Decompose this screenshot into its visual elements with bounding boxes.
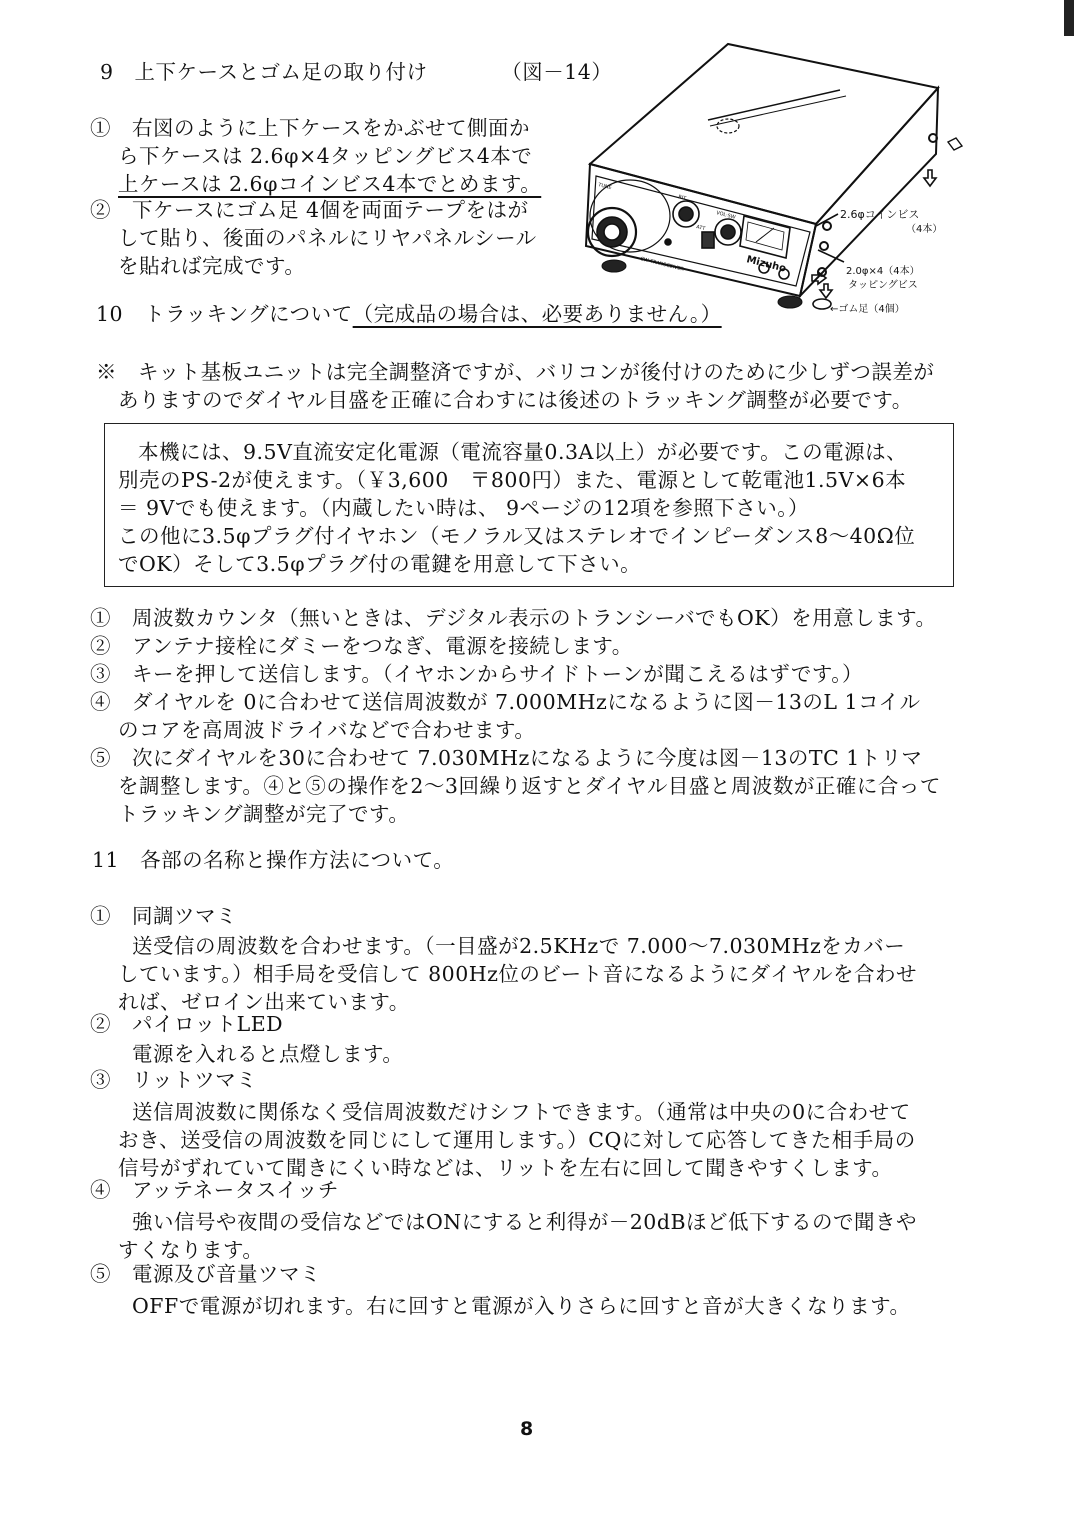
sec10-step4-line2: のコアを高周波ドライバなどで合わせます。: [118, 718, 536, 742]
item3-line2: おき、送受信の周波数を同じにして運用します。）CQに対して応答してきた相手局の: [118, 1128, 916, 1152]
sec10-note-line1: ※ キット基板ユニットは完全調整済ですが、バリコンが後付けのために少しずつ誤差が: [96, 360, 935, 384]
box-line4: この他に3.5φプラグ付イヤホン（モノラル又はステレオでインピーダンス8～40Ω位: [118, 524, 916, 548]
item4-line1: 強い信号や夜間の受信などではONにすると利得が－20dBほど低下するので聞きや: [132, 1210, 918, 1234]
item4-title: ④ アッテネータスイッチ: [90, 1178, 339, 1202]
sec10-step5-line1: ⑤ 次にダイヤルを30に合わせて 7.030MHzになるように今度は図－13のTC 1トリマ: [90, 746, 923, 770]
box-line2: 別売のPS-2が使えます。（￥3,600 〒800円）また、電源として乾電池1.5V×6本: [118, 468, 907, 492]
rubber-foot-front-right: [778, 296, 802, 308]
label-tap-screw: 2.0φ×4（4本）: [846, 266, 920, 277]
label-coin-count: （4本）: [906, 224, 943, 235]
sec9-step2-line2: して貼り、後面のパネルにリヤパネルシール: [118, 226, 537, 250]
transceiver-case-figure: [578, 36, 973, 326]
sec9-step1-line1: ① 右図のように上下ケースをかぶせて側面か: [90, 116, 530, 140]
panel-att-label: ATT: [695, 224, 706, 233]
section-9-heading: 9 上下ケースとゴム足の取り付け （図－14）: [100, 60, 613, 84]
item3-line1: 送信周波数に関係なく受信周波数だけシフトできます。（通常は中央の0に合わせて: [132, 1100, 911, 1124]
page-number: 8: [520, 1418, 534, 1440]
sec10-step2: ② アンテナ接栓にダミーをつなぎ、電源を接続します。: [90, 634, 633, 658]
sec10-step5-line2: を調整します。④と⑤の操作を2～3回繰り返すとダイヤル目盛と周波数が正確に合って: [118, 774, 941, 798]
box-line5: でOK）そして3.5φプラグ付の電鍵を用意して下さい。: [118, 552, 642, 576]
item1-line3: れば、ゼロイン出来ています。: [118, 990, 410, 1014]
sec10-heading-note: （完成品の場合は、必要ありません。）: [352, 302, 722, 326]
sec9-step2-line3: を貼れば完成です。: [118, 254, 306, 278]
case-top-face: [590, 44, 938, 224]
item2-title: ② パイロットLED: [90, 1012, 284, 1036]
item5-line1: OFFで電源が切れます。右に回すと電源が入りさらに回すと音が大きくなります。: [132, 1294, 911, 1318]
box-line1: 本機には、9.5V直流安定化電源（電流容量0.3A以上）が必要です。この電源は、: [138, 440, 908, 464]
panel-vol-label: VOL·SW: [715, 210, 737, 221]
sec10-heading-prefix: 10 トラッキングについて: [96, 302, 353, 326]
item3-line3: 信号がずれていて聞きにくい時などは、リットを左右に回して聞きやすくします。: [118, 1156, 893, 1180]
sec10-step1: ① 周波数カウンタ（無いときは、デジタル表示のトランシーバでもOK）を用意します。: [90, 606, 937, 630]
item3-title: ③ リットツマミ: [90, 1068, 258, 1092]
panel-rit-label: RIT: [677, 194, 687, 202]
panel-brand: Mizuho: [745, 254, 788, 275]
sec9-step1-line3: 上ケースは 2.6φコインビス4本でとめます。: [118, 172, 542, 196]
sec9-step1-line2: ら下ケースは 2.6φ×4タッピングビス4本で: [118, 144, 533, 168]
panel-tune-label: TUNE: [597, 182, 613, 192]
sec10-step4-line1: ④ ダイヤルを 0に合わせて送信周波数が 7.000MHzになるように図－13のL 1コイル: [90, 690, 921, 714]
section-11-heading: 11 各部の名称と操作方法について。: [92, 848, 455, 872]
item1-title: ① 同調ツマミ: [90, 904, 237, 928]
item4-line2: すくなります。: [118, 1238, 264, 1262]
box-line3: ＝ 9Vでも使えます。（内蔵したい時は、 9ページの12項を参照下さい。）: [118, 496, 809, 520]
label-rubber-feet: ←ゴム足（4個）: [830, 304, 905, 315]
item2-line1: 電源を入れると点燈します。: [132, 1042, 404, 1066]
scan-edge-mark: [1064, 0, 1074, 36]
item1-line1: 送受信の周波数を合わせます。（一目盛が2.5KHzで 7.000～7.030MHzをカバー: [132, 934, 906, 958]
panel-model: CW TRANSCEIVER: [639, 256, 685, 273]
section-10-heading: [96, 300, 722, 328]
sec9-step2-line1: ② 下ケースにゴム足 4個を両面テープをはが: [90, 198, 529, 222]
label-coin-screw: 2.6φコインビス: [840, 208, 920, 221]
sec10-note-line2: ありますのでダイヤル目盛を正確に合わすには後述のトラッキング調整が必要です。: [118, 388, 913, 412]
item1-line2: しています。）相手局を受信して 800Hz位のビート音になるようにダイヤルを合わせ: [118, 962, 917, 986]
sec10-step5-line3: トラッキング調整が完了です。: [118, 802, 410, 826]
case-side-face: [800, 88, 938, 296]
label-tap-name: タッピングビス: [848, 280, 918, 291]
rubber-foot-front-left: [602, 260, 626, 272]
item5-title: ⑤ 電源及び音量ツマミ: [90, 1262, 321, 1286]
sec10-step3: ③ キーを押して送信します。（イヤホンからサイドトーンが聞こえるはずです。）: [90, 662, 863, 686]
